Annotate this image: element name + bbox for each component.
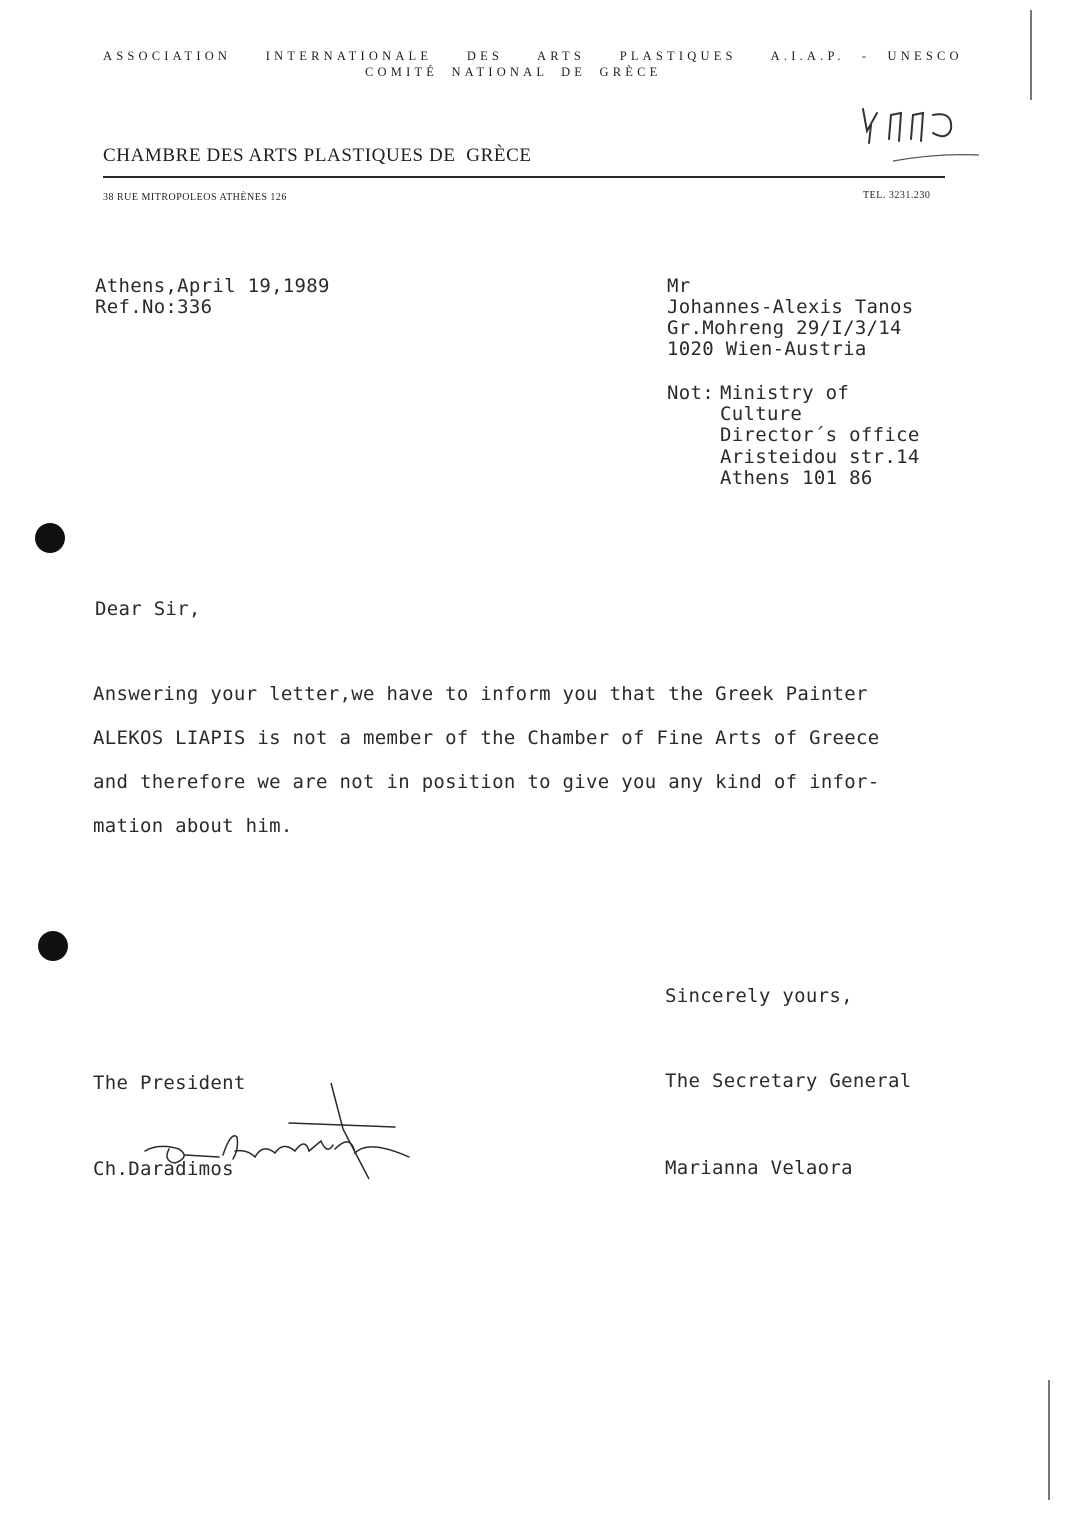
secretary-title: The Secretary General — [665, 1070, 912, 1092]
body-line: Answering your letter,we have to inform you that the Greek Painter — [93, 683, 868, 705]
reference-number: Ref.No:336 — [95, 296, 213, 318]
punch-hole — [38, 931, 68, 961]
handwritten-note — [838, 82, 987, 175]
president-name: Ch.Daradimos — [93, 1158, 234, 1180]
recipient-city: 1020 Wien-Austria — [667, 338, 867, 360]
scan-edge-mark — [1030, 10, 1032, 100]
secretary-name: Marianna Velaora — [665, 1157, 853, 1179]
committee-line: COMITÉ NATIONAL DE GRÈCE — [365, 65, 662, 79]
body-line: and therefore we are not in position to give you any kind of infor- — [93, 771, 880, 793]
recipient-street: Gr.Mohreng 29/I/3/14 — [667, 317, 902, 339]
street-address: 38 RUE MITROPOLEOS ATHÈNES 126 — [103, 192, 287, 203]
greeting: Dear Sir, — [95, 598, 201, 620]
president-title: The President — [93, 1072, 246, 1094]
notification-line-2: Culture — [720, 403, 803, 425]
body-line: mation about him. — [93, 815, 293, 837]
notification-line-5: Athens 101 86 — [720, 467, 873, 489]
telephone: TEL. 3231.230 — [863, 190, 931, 201]
body-line: ALEKOS LIAPIS is not a member of the Chamber of Fine Arts of Greece — [93, 727, 880, 749]
notification-line-3: Director´s office — [720, 424, 920, 446]
punch-hole — [35, 523, 65, 553]
date-line: Athens,April 19,1989 — [95, 275, 330, 297]
president-signature — [120, 1060, 429, 1193]
scan-edge-mark — [1048, 1380, 1050, 1500]
letterhead-rule — [103, 176, 945, 178]
association-line: ASSOCIATION INTERNATIONALE DES ARTS PLASTIQUES A.I.A.P. - UNESCO — [103, 49, 963, 63]
notification-line-4: Aristeidou str.14 — [720, 446, 920, 468]
closing: Sincerely yours, — [665, 985, 853, 1007]
recipient-title: Mr — [667, 275, 691, 297]
notification-line-1: Ministry of — [720, 382, 850, 404]
recipient-name: Johannes-Alexis Tanos — [667, 296, 914, 318]
notification-label: Not: — [667, 382, 714, 404]
chamber-name: CHAMBRE DES ARTS PLASTIQUES DE GRÈCE — [103, 145, 532, 166]
